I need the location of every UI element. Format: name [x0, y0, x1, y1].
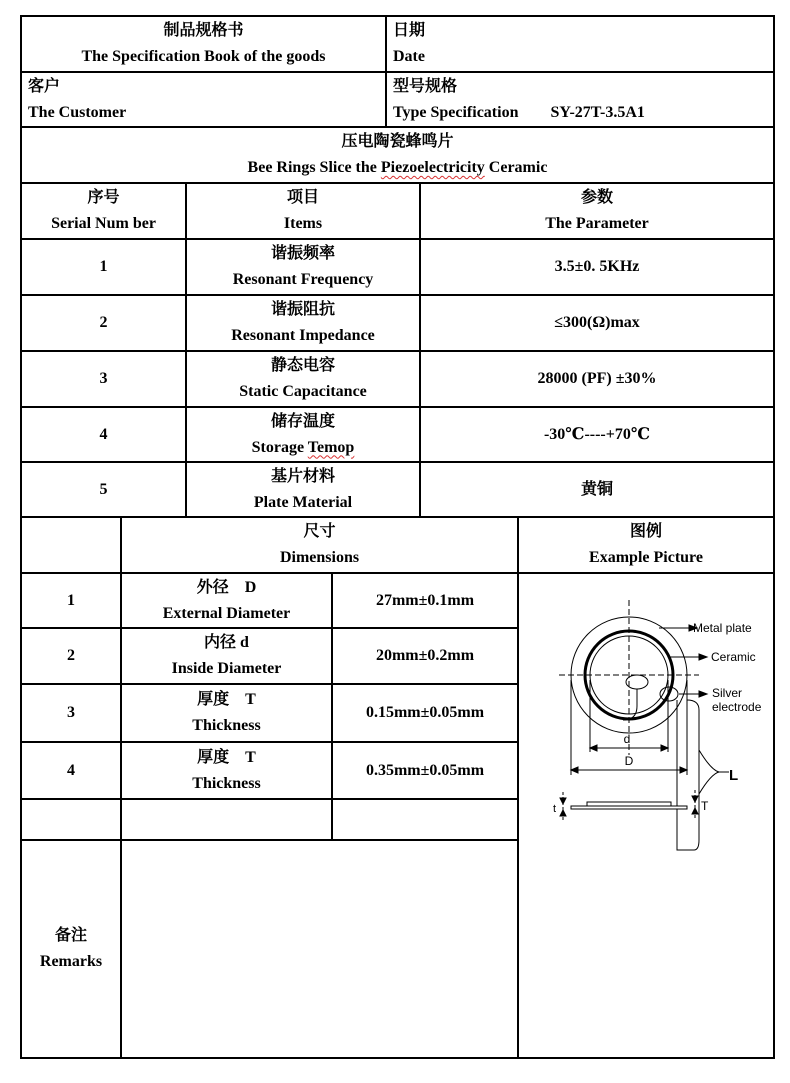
arrow-D-left — [571, 767, 578, 773]
dim-row-3-no: 3 — [67, 704, 75, 721]
dim-row-2-no: 2 — [67, 647, 75, 664]
customer-field — [22, 73, 385, 126]
label-D: D — [624, 754, 634, 768]
product-title-zh: 压电陶瓷蜂鸣片 — [341, 133, 454, 150]
arrow-D-right — [680, 767, 687, 773]
param-row-2-value: ≤300(Ω)max — [554, 314, 640, 331]
spec-book-title — [22, 17, 385, 71]
spec-book-title-zh: 制品规格书 — [163, 22, 244, 39]
type-spec-label-en: Type Specification — [393, 103, 519, 121]
border-right — [773, 15, 775, 1059]
border-bottom — [20, 1057, 775, 1059]
param-row-4-value: -30℃----+70℃ — [543, 425, 651, 443]
dim-row-4-value: 0.35mm±0.05mm — [365, 761, 485, 779]
arrow-ceramic — [699, 654, 707, 660]
rule — [20, 798, 519, 800]
type-spec-field — [387, 73, 773, 126]
dim-row-1-name: 外径 D External Diameter — [162, 578, 291, 622]
param-row-5-no: 5 — [99, 480, 108, 498]
col-header-dimensions: 尺寸 Dimensions — [279, 523, 360, 566]
param-row-5-item: 基片材料 Plate Material — [253, 467, 353, 511]
buzzer-diagram — [519, 580, 789, 880]
bracket-L — [699, 750, 719, 794]
label-silver-2: electrode — [712, 700, 762, 714]
label-d: d — [623, 732, 631, 746]
dim-row-4-no: 4 — [67, 761, 75, 779]
side-view-plate — [571, 806, 687, 809]
type-spec-value: SY-27T-3.5A1 — [550, 103, 645, 121]
label-t: t — [553, 803, 557, 815]
arrow-d-right — [661, 745, 668, 751]
col-header-parameter: 参数 The Parameter — [545, 189, 649, 232]
date-label-zh: 日期 — [393, 22, 426, 39]
dim-row-3-value: 0.15mm±0.05mm — [365, 704, 485, 721]
side-view-ceramic — [587, 802, 671, 806]
label-T: T — [701, 799, 709, 813]
col-header-example-picture: 图例 Example Picture — [589, 523, 703, 566]
dim-row-3-name: 厚度 T Thickness — [192, 691, 261, 734]
dim-row-1-no: 1 — [67, 591, 75, 609]
type-spec-label-zh: 型号规格 — [393, 77, 458, 95]
label-ceramic: Ceramic — [711, 650, 756, 664]
param-row-4-item: 储存温度 Storage Temop — [251, 412, 355, 456]
param-row-1-no: 1 — [99, 258, 108, 275]
label-silver-1: Silver — [712, 686, 743, 700]
wire-lead — [677, 700, 699, 850]
param-row-2-no: 2 — [99, 314, 108, 331]
product-title — [22, 128, 773, 182]
param-row-3-item: 静态电容 Static Capacitance — [239, 357, 367, 400]
dim-row-4-name: 厚度 T Thickness — [192, 748, 261, 792]
label-metal-plate: Metal plate — [693, 621, 752, 635]
param-row-3-value: 28000 (PF) ±30% — [537, 370, 657, 387]
date-field — [387, 17, 773, 71]
param-row-1-value: 3.5±0. 5KHz — [554, 258, 640, 275]
dim-row-2-name: 内径 d Inside Diameter — [171, 634, 282, 677]
remarks-label: 备注 Remarks — [39, 927, 103, 970]
arrow-t-bottom — [560, 810, 566, 816]
param-row-4-no: 4 — [99, 425, 108, 443]
arrow-T-top — [692, 796, 698, 802]
customer-label-en: The Customer — [28, 103, 127, 121]
arrow-d-left — [590, 745, 597, 751]
param-row-1-item: 谐振频率 Resonant Frequency — [232, 245, 374, 288]
arrow-silver — [699, 691, 707, 697]
spec-book-title-en: The Specification Book of the goods — [81, 48, 326, 65]
param-row-3-no: 3 — [99, 370, 108, 387]
arrow-T-bottom — [692, 808, 698, 814]
wire-inner — [623, 689, 637, 720]
remarks-content — [122, 841, 517, 1057]
dim-row-2-value: 20mm±0.2mm — [375, 647, 475, 664]
param-row-2-item: 谐振阻抗 Resonant Impedance — [231, 301, 375, 344]
col-header-items: 项目 Items — [283, 189, 323, 232]
param-row-5-value: 黄铜 — [580, 480, 613, 498]
label-L: L — [729, 767, 739, 784]
col-header-serial: 序号 Serial Num ber — [51, 189, 156, 232]
date-label-en: Date — [393, 48, 425, 65]
product-title-en: Bee Rings Slice the Piezoelectricity Ceramic — [247, 159, 548, 176]
customer-label-zh: 客户 — [28, 77, 61, 95]
dim-row-1-value: 27mm±0.1mm — [375, 591, 475, 609]
arrow-t-top — [560, 798, 566, 804]
